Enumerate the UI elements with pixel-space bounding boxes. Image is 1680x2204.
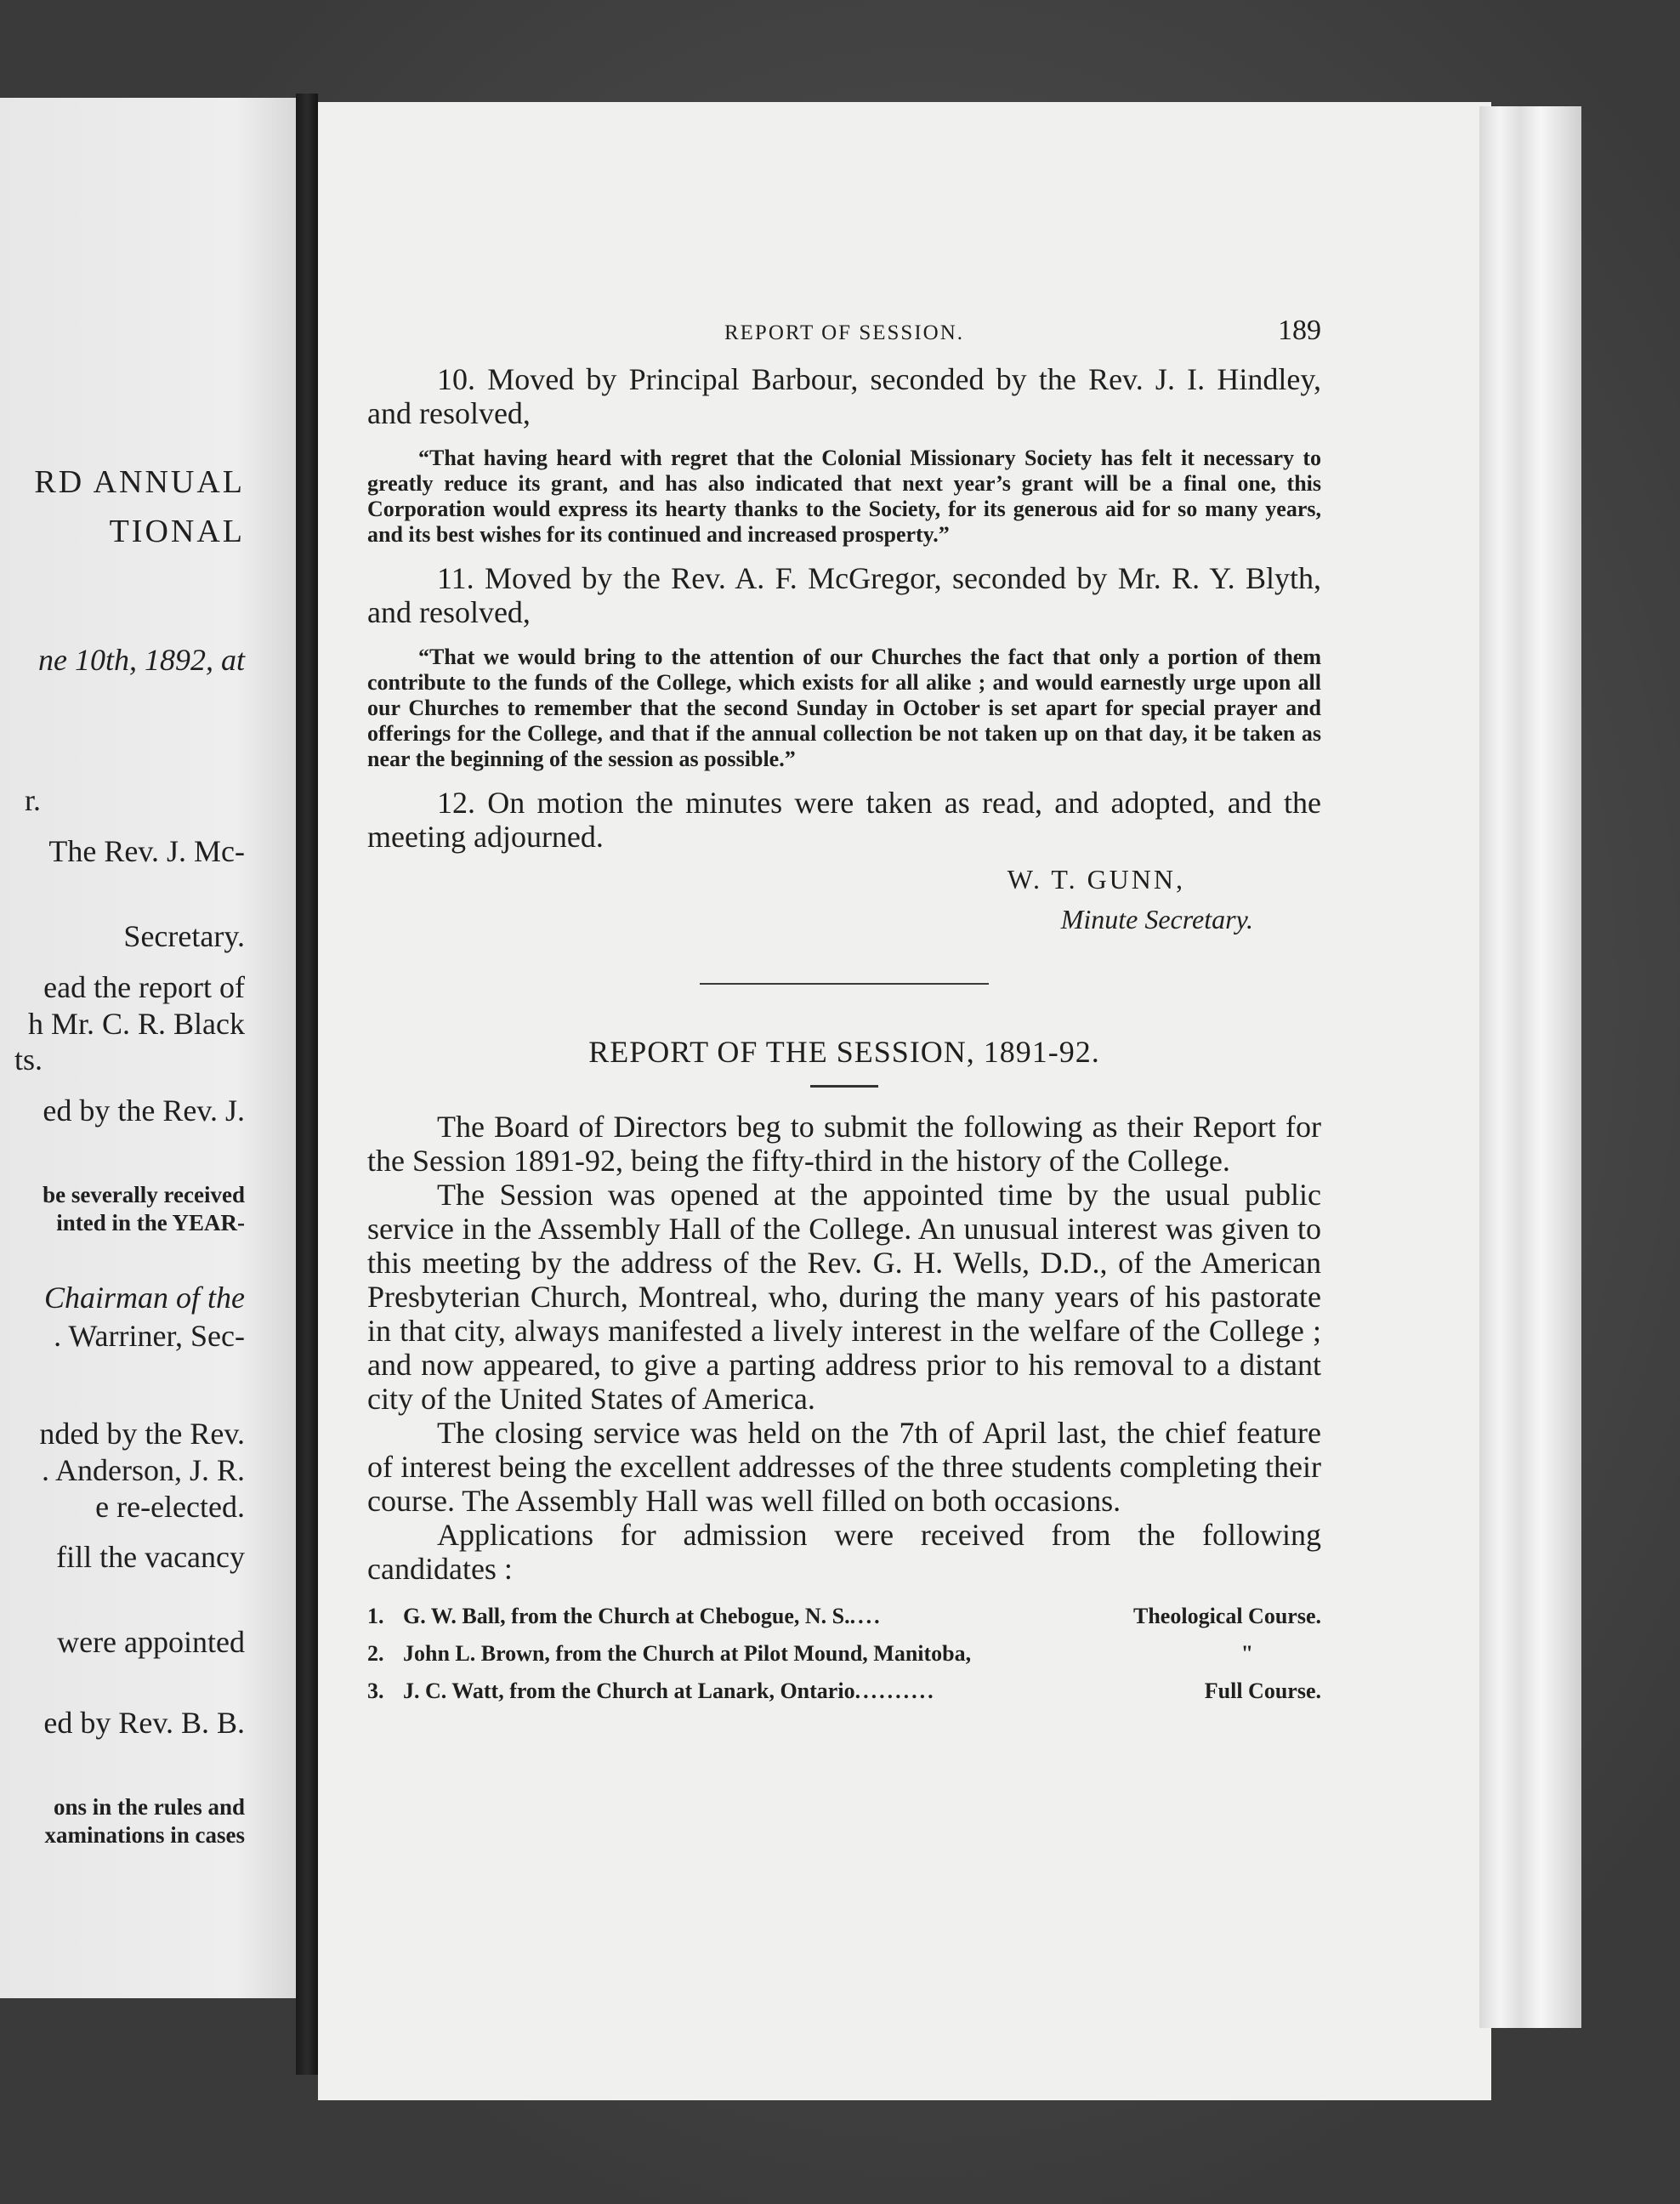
left-line: Chairman of the xyxy=(43,1281,245,1315)
page-content xyxy=(367,315,1321,1710)
left-line: be severally received xyxy=(43,1182,245,1207)
candidate-entry xyxy=(367,1598,1321,1635)
left-line: were appointed xyxy=(57,1625,245,1659)
candidate-text: J. C. Watt, from the Church at Lanark, Ontario xyxy=(403,1679,855,1703)
left-line: h Mr. C. R. Black xyxy=(27,1007,245,1041)
left-line: ead the report of xyxy=(43,970,245,1004)
left-line: ons in the rules and xyxy=(53,1794,245,1820)
signature-title: Minute Secretary. xyxy=(1060,904,1253,934)
body-paragraph: Applications for admission were received from the following candidates : xyxy=(367,1518,1321,1586)
candidate-leader: .......... xyxy=(854,1679,936,1703)
minute-item-10: 10. Moved by Principal Barbour, seconded by the Rev. J. I. Hindley, and resolved, xyxy=(367,362,1321,430)
candidate-number: 2. xyxy=(367,1641,384,1666)
signature-name: W. T. GUNN, xyxy=(1007,864,1185,895)
section-divider xyxy=(700,983,989,985)
title-rule xyxy=(810,1085,878,1088)
left-line: ne 10th, 1892, at xyxy=(38,643,245,677)
candidate-text: John L. Brown, from the Church at Pilot Mound, Manitoba, xyxy=(403,1641,972,1666)
left-line: ed by Rev. B. B. xyxy=(43,1706,245,1740)
left-page xyxy=(0,98,296,1998)
left-line: inted in the YEAR- xyxy=(56,1210,245,1235)
left-line: TIONAL xyxy=(109,514,245,549)
left-line: The Rev. J. Mc- xyxy=(48,834,245,868)
candidate-number: 1. xyxy=(367,1604,384,1628)
left-line: . Anderson, J. R. xyxy=(41,1453,245,1487)
left-line: Secretary. xyxy=(123,919,245,953)
left-line: ts. xyxy=(14,1042,43,1076)
minute-item-12: 12. On motion the minutes were taken as read, and adopted, and the meeting adjourned. xyxy=(367,786,1321,854)
candidate-course: " xyxy=(1240,1641,1253,1666)
left-line: nded by the Rev. xyxy=(39,1417,245,1451)
left-line: xaminations in cases xyxy=(44,1822,245,1848)
running-head: REPORT OF SESSION. xyxy=(724,321,965,344)
page-edges xyxy=(1479,106,1581,2028)
page-header xyxy=(367,315,1321,352)
left-line: e re-elected. xyxy=(95,1490,245,1524)
left-line: RD ANNUAL xyxy=(34,464,245,500)
candidate-course: Theological Course. xyxy=(1133,1604,1321,1628)
left-line: ed by the Rev. J. xyxy=(43,1093,245,1128)
minute-item-11: 11. Moved by the Rev. A. F. McGregor, seconded by Mr. R. Y. Blyth, and resolved, xyxy=(367,561,1321,629)
left-line: . Warriner, Sec- xyxy=(54,1319,245,1353)
candidate-entry xyxy=(367,1635,1321,1673)
page-number: 189 xyxy=(1278,315,1321,346)
candidate-leader: .... xyxy=(849,1604,883,1628)
candidate-entry xyxy=(367,1673,1321,1710)
candidate-list xyxy=(367,1598,1321,1710)
left-line: fill the vacancy xyxy=(56,1540,245,1574)
candidate-course: Full Course. xyxy=(1204,1679,1321,1703)
body-paragraph: The Session was opened at the appointed time by the usual public service in the Assembly Hall of the College. An unusual interest was given to this meeting by the address of the Rev. G. H. Wells, D.D., of the American Presbyterian Church, Montreal, who, during the many years of his pastorate in that city, always manifested a lively interest in the welfare of the College ; and now appeared, to give a parting address prior to his removal to a distant city of the United States of America. xyxy=(367,1178,1321,1416)
section-title: REPORT OF THE SESSION, 1891-92. xyxy=(588,1035,1100,1069)
resolution-quote-11: “That we would bring to the attention of our Churches the fact that only a portion of them contribute to the funds of the College, which exists for all alike ; and would earnestly urge upon all our Churches to remember that the second Sunday in October is set apart for special prayer and offerings for the College, and that if the annual collection be not taken up on that day, it be taken as near the beginning of the session as possible.” xyxy=(367,645,1321,771)
candidate-number: 3. xyxy=(367,1679,384,1703)
book-gutter xyxy=(296,94,318,2075)
left-line: r. xyxy=(24,783,41,817)
body-paragraph: The closing service was held on the 7th of April last, the chief feature of interest being the excellent addresses of the three students completing their course. The Assembly Hall was well filled on both occasions. xyxy=(367,1416,1321,1518)
body-paragraph: The Board of Directors beg to submit the following as their Report for the Session 1891-92, being the fifty-third in the history of the College. xyxy=(367,1110,1321,1178)
resolution-quote-10: “That having heard with regret that the Colonial Missionary Society has felt it necessary to greatly reduce its grant, and has also indicated that next year’s grant will be a final one, this Corporation would express its hearty thanks to the Society, for its generous aid for so many years, and its best wishes for its continued and increased prosperty.” xyxy=(367,446,1321,547)
candidate-text: G. W. Ball, from the Church at Chebogue, N. S. xyxy=(403,1604,850,1628)
